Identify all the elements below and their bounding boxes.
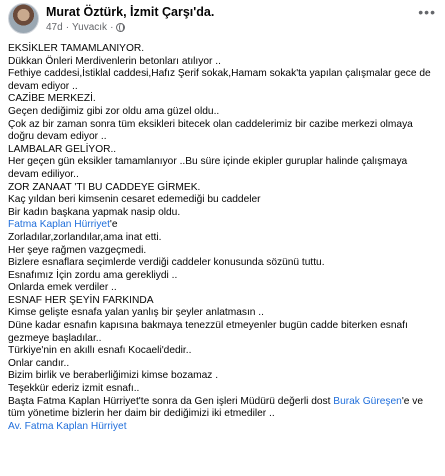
post-time[interactable]: 47d [46,22,63,33]
post-line: Onlar candır.. [8,357,70,369]
meta-separator: · [65,22,70,33]
post-line: Kaç yıldan beri kimsenin cesaret edemediği bu caddeler [8,194,261,206]
post-body [8,43,438,433]
post-location[interactable]: İzmit Çarşı'da. [130,5,215,19]
post-line: Kimse gelişte esnafa yalan yanlış bir şeyler anlatmasın .. [8,307,264,319]
post-line: LAMBALAR GELİYOR.. [8,143,117,155]
author-avatar[interactable] [8,3,39,34]
post-line: Her geçen gün eksikler tamamlanıyor ..Bu süre içinde ekipler guruplar halinde çalışmaya devam ediliyor.. [8,156,408,180]
post-line: Her şeye rağmen vazgeçmedi. [8,244,147,256]
post-city: Yuvacık [72,22,108,33]
post-line: Fethiye caddesi,İstiklal caddesi,Hafız Şerif sokak,Hamam sokak'ta yapılan çalışmalar gece de devam ediyor .. [8,68,431,92]
post-header [8,3,438,39]
mention-burak[interactable]: Burak Güreşen [333,395,402,407]
globe-icon [116,23,125,32]
mention-line [8,219,438,232]
thanks-suffix: 'e ve tüm yönetime bizlerin her daim bir dediğimizi iki etmediler .. [8,395,424,420]
mention-fatma[interactable]: Fatma Kaplan Hürriyet [8,219,110,231]
post-line: Bizim birlik ve beraberliğimizi kimse bozamaz . [8,370,219,382]
thanks-line [8,396,438,421]
post-line: Esnafımız İçin zordu ama gerekliydi .. [8,269,178,281]
post-line: Düne kadar esnafın kapısına bakmaya tenezzül etmeyenler bugün cadde biterken esnafı gezmeye başladılar.. [8,320,408,344]
author-name[interactable]: Murat Öztürk, [46,5,127,19]
post-line: Geçen dediğimiz gibi zor oldu ama güzel oldu.. [8,105,220,117]
post-line: Teşekkür ederiz izmit esnafı.. [8,383,140,395]
post-line: Çok az bir zaman sonra tüm eksikleri bitecek olan caddelerimiz bir cazibe merkezi olmaya doğru devam ediyor .. [8,118,413,143]
post-line: Türkiye'nin en akıllı esnafı Kocaeli'dedir.. [8,345,192,357]
thanks-prefix: Başta Fatma Kaplan Hürriyet'te sonra da Gen işleri Müdürü değerli dost [8,395,334,407]
post-line: Zorladılar,zorlandılar,ama inat etti. [8,231,162,243]
post-line: Onlarda emek verdiler .. [8,282,117,294]
meta-separator-2: · [110,22,114,33]
post-meta [46,22,125,33]
signature-link[interactable]: Av. Fatma Kaplan Hürriyet [8,420,127,432]
post-line: CAZİBE MERKEZİ. [8,93,96,105]
post-line: Dükkan Önleri Merdivenlerin betonları atılıyor .. [8,55,221,67]
more-dots-icon[interactable]: ••• [418,4,436,20]
post-line: ESNAF HER ŞEYİN FARKINDA [8,294,154,306]
post-author-line [46,5,214,19]
post-line: ZOR ZANAAT 'TI BU CADDEYE GİRMEK. [8,181,201,193]
post-line: Bir kadın başkana yapmak nasip oldu. [8,206,181,218]
post-line: EKSİKLER TAMAMLANIYOR. [8,43,145,54]
post-line: Bizlere esnaflara seçimlerde verdiği caddeler konusunda sözünü tuttu. [8,257,325,269]
mention-suffix: 'e [109,219,118,231]
